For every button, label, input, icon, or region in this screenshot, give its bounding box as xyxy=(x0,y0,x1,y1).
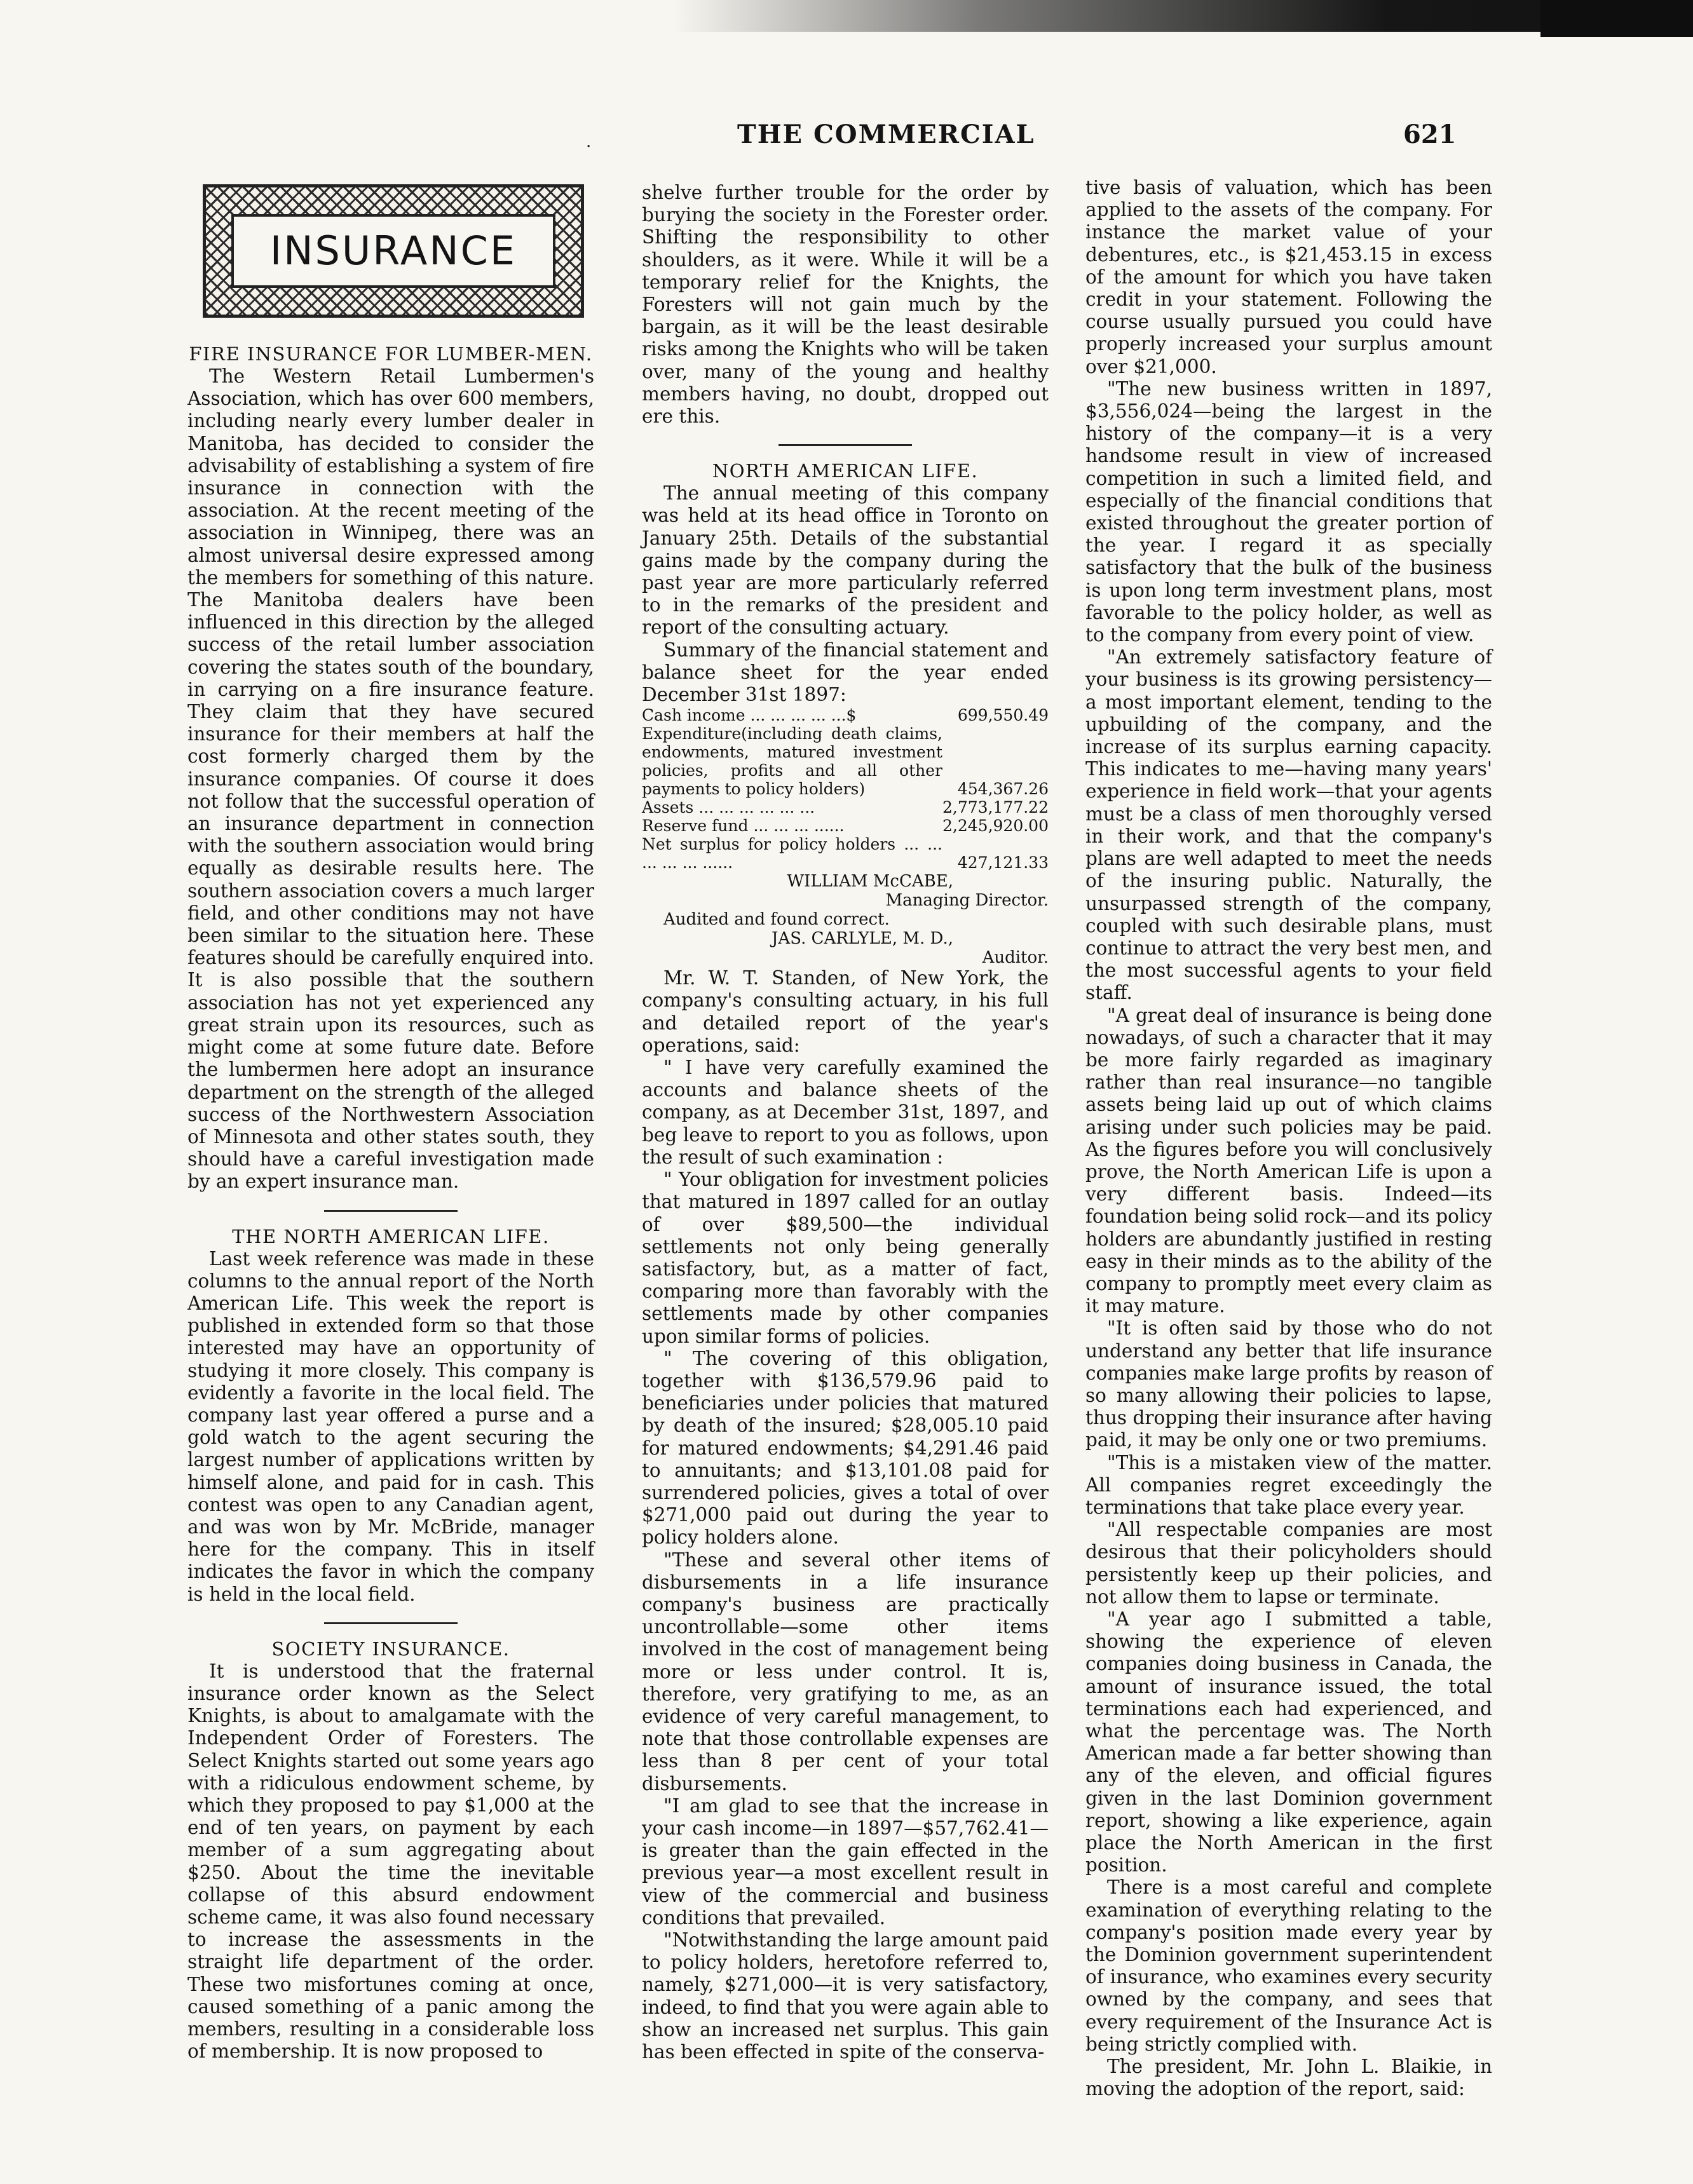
summary-intro: Summary of the financial statement and balance sheet for the year ended December 31st 1897: xyxy=(642,639,1049,706)
row-value: 2,773,177.22 xyxy=(942,798,1049,817)
auditor-name: JAS. CARLYLE, M. D., xyxy=(772,929,953,949)
row-label: Expenditure(including death claims, endowments, matured investment policies, profits and all other payments to policy holders) xyxy=(642,724,942,799)
article-north-american-life: Last week reference was made in these columns to the annual report of the North American Life. This week the report is published in extended form so that those interested may have an opportunity of studying it more closely. This company is evidently a favorite in the local field. The company last year offered a purse and a gold watch to the agent securing the largest number of applications written by himself alone, and paid for in cash. This contest was open to any Canadian agent, and was won by Mr. McBride, manager here for the company. This in itself indicates the favor in which the company is held in the local field. xyxy=(187,1247,594,1605)
quote-cash-income: "I am glad to see that the increase in your cash income—in 1897—$57,762.41—is greater than the gain effected in the previous year—a most excellent result in view of the commercial and business conditions that prevailed. xyxy=(642,1794,1049,1929)
quote-examined: " I have very carefully examined the accounts and balance sheets of the company, as at December 31st, 1897, and beg leave to report to you as follows, upon the result of such examination : xyxy=(642,1057,1049,1168)
row-value: 427,121.33 xyxy=(957,853,1049,872)
quote-covering: " The covering of this obligation, together with $136,579.96 paid to beneficiaries under policies that matured by death of the insured; $28,005.10 paid for matured endowments; $4,291.46 paid to annuitants; and $13,101.08 paid for surrendered policies, gives a total of over $271,000 paid out during the year to policy holders alone. xyxy=(642,1347,1049,1549)
row-label: Cash income ... ... ... ... ...$ xyxy=(642,706,857,725)
quote-net-surplus: "Notwithstanding the large amount paid to policy holders, heretofore referred to, namely, $271,000—it is very satisfactory, indeed, to find that you were again able to show an increased net surplus. This gain has been effected in spite of the conserva- xyxy=(642,1929,1049,2063)
heading-north-american-life: THE NORTH AMERICAN LIFE. xyxy=(232,1225,550,1247)
quote-obligation: " Your obligation for investment policies that matured in 1897 called for an outlay of over $89,500—the individual settlements not only being generally satisfactory, but, as a matter of fact, comparing more than favorably with the settlements made by other companies upon similar forms of policies. xyxy=(642,1169,1049,1347)
quote-respectable-companies: "All respectable companies are most desirous that their policyholders should persistently keep up their policies, and not allow them to lapse or terminate. xyxy=(1085,1519,1492,1608)
government-examination: There is a most careful and complete examination of everything relating to the company's position made every year by the Dominion government superintendent of insurance, who examines every security owned by the company, and sees that every requirement of the Insurance Act is being strictly complied with. xyxy=(1085,1876,1492,2055)
quote-lapses: "It is often said by those who do not understand any better that life insurance companies make large profits by reason of so many allowing their policies to lapse, thus dropping their insurance after having paid, it may be only one or two premiums. xyxy=(1085,1317,1492,1451)
signatory-title: Managing Director. xyxy=(885,891,1049,911)
table-row xyxy=(642,835,1049,872)
audited-note: Audited and found correct. xyxy=(663,910,890,930)
quote-persistency: "An extremely satisfactory feature of your business is its growing persistency—a most important element, tending to the upbuilding of the company, and the increase of its surplus earning capacity. This indicates to me—having many years' experience in field work—that your agents must be a class of men thoroughly versed in their work, and that the company's plans are well adapted to meet the needs of the insuring public. Naturally, the unsurpassed strength of the company, coupled with such desirable plans, must continue to attract the very best men, and the most successful agents to your field staff. xyxy=(1085,646,1492,1004)
page-header xyxy=(0,119,1693,164)
table-row xyxy=(642,706,1049,724)
column-2 xyxy=(642,182,1049,2063)
table-row xyxy=(642,798,1049,817)
quote-mistaken-view: "This is a mistaken view of the matter. All companies regret exceedingly the terminations that take place every year. xyxy=(1085,1451,1492,1518)
heading-fire-insurance: FIRE INSURANCE FOR LUMBER-MEN. xyxy=(189,343,593,365)
page-number: 621 xyxy=(1403,119,1457,149)
auditor-block xyxy=(642,929,1049,967)
quote-new-business: "The new business written in 1897, $3,556,024—being the largest in the history of the company—it is a very handsome result in view of increased competition in such a limited field, and especially of the financial conditions that existed throughout the greater portion of the year. I regard it as specially satisfactory that the bulk of the business is upon long term investment plans, most favorable to the policy holder, as well as to the company from every point of view. xyxy=(1085,377,1492,646)
row-label: Net surplus for policy holders ... ... ... ... ... ...... xyxy=(642,835,942,872)
section-rule xyxy=(779,444,912,446)
president-address: The president, Mr. John L. Blaikie, in moving the adoption of the report, said: xyxy=(1085,2056,1492,2100)
financial-summary-table xyxy=(642,706,1049,872)
article-society-insurance: It is understood that the fraternal insurance order known as the Select Knights, is about to amalgamate with the Independent Order of Foresters. The Select Knights started out some years ago with a ridiculous endowment scheme, by which they proposed to pay $1,000 at the end of ten years, on payment by each member of a sum aggregating about $250. About the time the inevitable collapse of this absurd endowment scheme came, it was also found necessary to increase the assessments in the straight life department of the order. These two misfortunes coming at once, caused something of a panic among the members, resulting in a considerable loss of membership. It is now proposed to xyxy=(187,1660,594,2063)
column-1 xyxy=(187,179,594,2063)
row-value: 699,550.49 xyxy=(957,706,1049,725)
annual-meeting-paragraph: The annual meeting of this company was held at its head office in Toronto on January 25th. Details of the substantial gains made by the company during the past year are more particularly referred to in the remarks of the president and report of the consulting actuary. xyxy=(642,482,1049,639)
auditor-title: Auditor. xyxy=(982,948,1049,968)
signature-block xyxy=(642,872,1049,910)
heading-north-american-life-report: NORTH AMERICAN LIFE. xyxy=(712,460,979,482)
header-mark: · xyxy=(586,137,592,156)
row-value: 2,245,920.00 xyxy=(942,817,1049,836)
society-continuation: shelve further trouble for the order by burying the society in the Forester order. Shifting the responsibility to other shoulders, as it were. While it will be a temporary relief for the Knights, the Foresters will not gain much by the bargain, as it will be the least desirable risks among the Knights who will be taken over, many of the young and healthy members having, no doubt, dropped out ere this. xyxy=(642,182,1049,428)
section-rule xyxy=(324,1210,458,1212)
table-row xyxy=(642,724,1049,798)
quote-imaginary-insurance: "A great deal of insurance is being done nowadays, of such a character that it may be more fairly regarded as imaginary rather than real insurance—no tangible assets being laid up out of which claims arising under such policies may be paid. As the figures before you will conclusively prove, the North American Life is upon a very different basis. Indeed—its foundation being solid rock—and its policy holders are abundantly justified in resting easy in their minds as to the ability of the company to promptly meet every claim as it may mature. xyxy=(1085,1004,1492,1317)
running-title: THE COMMERCIAL xyxy=(737,119,1035,149)
signatory-name: WILLIAM McCABE, xyxy=(787,872,953,892)
column-3 xyxy=(1085,177,1492,2100)
row-label: Assets ... ... ... ... ... ... xyxy=(642,798,815,817)
article-fire-insurance: The Western Retail Lumbermen's Association, which has over 600 members, including nearly every lumber dealer in Manitoba, has decided to consider the advisability of establishing a system of fire insurance in connection with the association. At the recent meeting of the association in Winnipeg, there was an almost universal desire expressed among the members for something of this nature. The Manitoba dealers have been influenced in this direction by the alleged success of the retail lumber association covering the states south of the boundary, in carrying on a fire insurance feature. They claim that they have secured insurance for their members at half the cost formerly charged them by the insurance companies. Of course it does not follow that the successful operation of an insurance department in connection with the southern association would bring equally as desirable results here. The southern association covers a much larger field, and other conditions may not have been similar to the situation here. These features should be carefully enquired into. It is also possible that the southern association has not yet experienced any great strain upon its resources, such as might come at some future date. Before the lumbermen here adopt an insurance department on the strength of the alleged success of the Northwestern Association of Minnesota and other states south, they should have a careful investigation made by an expert insurance man. xyxy=(187,365,594,1193)
table-row xyxy=(642,817,1049,835)
heading-society-insurance: SOCIETY INSURANCE. xyxy=(271,1638,510,1660)
scan-corner-shadow xyxy=(1540,0,1693,37)
quote-eleven-companies: "A year ago I submitted a table, showing the experience of eleven companies doing business in Canada, the amount of insurance issued, the total terminations each had experienced, and what the percentage was. The North American made a far better showing than any of the eleven, and official figures given in the last Dominion government report, showing a like experience, again place the North American in the first position. xyxy=(1085,1608,1492,1876)
banner-title: INSURANCE xyxy=(269,227,517,275)
row-label: Reserve fund ... ... ... ...... xyxy=(642,817,845,836)
standen-intro: Mr. W. T. Standen, of New York, the company's consulting actuary, in his full and detailed report of the year's operations, said: xyxy=(642,967,1049,1056)
banner-panel xyxy=(231,214,555,288)
insurance-banner xyxy=(203,184,584,318)
valuation-continuation: tive basis of valuation, which has been applied to the assets of the company. For instance the market value of your debentures, etc., is $21,453.15 in excess of the amount for which you have taken credit in your statement. Following the course usually pursued you could have properly increased your surplus amount over $21,000. xyxy=(1085,177,1492,377)
quote-disbursements: "These and several other items of disbursements in a life insurance company's business are practically uncontrollable—some other items involved in the cost of management being more or less under control. It is, therefore, very gratifying to me, as an evidence of very careful management, to note that those controllable expenses are less than 8 per cent of your total disbursements. xyxy=(642,1549,1049,1794)
row-value: 454,367.26 xyxy=(957,780,1049,799)
section-rule xyxy=(324,1622,458,1624)
